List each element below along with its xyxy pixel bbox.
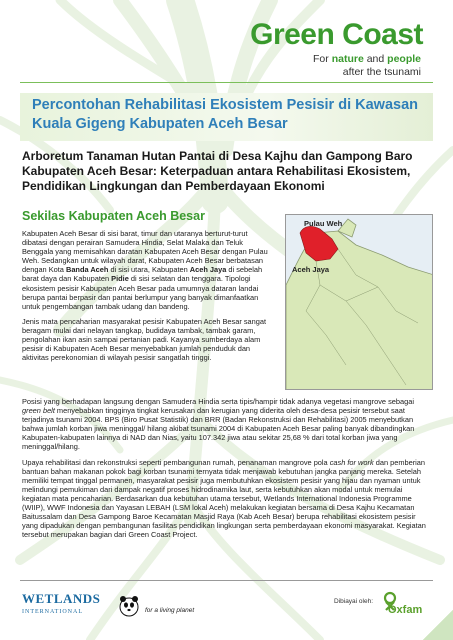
oxfam-wordmark: Oxfam — [388, 604, 423, 616]
p1-text-c: di sebelah barat daya dan Kabupaten — [22, 265, 263, 284]
paragraph-3 — [22, 397, 432, 452]
map-graphic — [286, 215, 433, 390]
tagline-people: people — [387, 53, 421, 65]
p1-text-a: Kabupaten Aceh Besar di sisi barat, timur dan utaranya berturut-turut dibatasi dengan perairan Samudera Hindia, Selat Malaka dan Teluk Benggala yang memisahkan daratan Kabupaten Aceh Besar dengan Pulau Weh. Sedangkan untuk wilayah darat, Kabupaten Aceh Besar berbatasan dengan Kota — [22, 229, 268, 275]
wwf-tagline: for a living planet — [145, 607, 195, 614]
tagline-for: For — [313, 53, 329, 65]
p3-green-belt: green belt — [22, 406, 55, 416]
tagline-line2: after the tsunami — [342, 66, 421, 78]
tagline-and: and — [366, 53, 385, 65]
map-label-pulau-weh: Pulau Weh — [304, 219, 343, 228]
p1-pidie: Pidie — [111, 274, 129, 284]
paragraph-4 — [22, 458, 432, 540]
wwf-panda-icon — [118, 593, 140, 617]
p3-text-a: Posisi yang berhadapan langsung dengan Samudera Hindia serta tipis/hampir tidak adanya vegetasi mangrove sebagai — [22, 397, 414, 406]
brand-tagline — [313, 53, 421, 79]
paragraph-1 — [22, 229, 274, 311]
p4-text-a: Upaya rehabilitasi dan rekonstruksi seperti pembangunan rumah, penanaman mangrove pola — [22, 457, 330, 467]
p3-text-b: menyebabkan tingginya tingkat kerusakan dan kerugian yang diderita oleh desa-desa pesisir tersebut saat terjadinya tsunami 2004. BPS (Biro Pusat Statistik) dan BRR (Badan Rekonstruksi dan Rehabilitasi) 2005 menyebutkan bahwa jumlah korban jiwa meninggal/ hilang akibat tsunami 2004 di Kabupaten Aceh Besar paling banyak dibandingkan Kabupaten-kabupaten lainnya di NAD dan Nias, yaitu 107.342 jiwa atau sekitar 25,68 % dari total korban jiwa yang meninggal/hilang. — [22, 406, 415, 452]
p4-text-b: dan pemberian bantuan bahan makanan pokok bagi korban tsunami ternyata tidak menjawab kebutuhan jangka panjang mereka. Setelah memiliki tempat tinggal permanen, masyarakat pesisir juga membutuhkan ekosistem pesisir yang hijau dan nyaman untuk melindungi pemukiman dari dampak negatif proses hidrodinamika laut, serta kebutuhkan akan modal untuk memulai kegiatan mata pencaharian. Berdasarkan dua kebutuhan utama tersebut, Wetlands International Indonesia Programme (WIIP), WWF Indonesia dan Yayasan LEBAH (LSM lokal Aceh) melakukan kegiatan bersama di Desa Kajhu Kecamatan Baitussalam dan Desa Gampong Baroe Kecamatan Masjid Raya (Kab Aceh Besar) berupa rehabilitasi ekosistem pesisir yang dipadukan dengan pembangunan fasilitas pendidikan lingkungan serta pemberdayaan ekonomi masyarakat. Kegiatan tersebut merupakan bagian dari Green Coast Project. — [22, 457, 426, 540]
wetlands-international-logo — [22, 590, 100, 615]
map-label-aceh-jaya: Aceh Jaya — [292, 265, 330, 274]
intro-column-text — [22, 229, 274, 368]
funded-by-label: Dibiayai oleh: — [334, 598, 374, 605]
wetlands-sub: INTERNATIONAL — [22, 609, 83, 615]
header-divider — [20, 82, 433, 83]
p4-cash-for-work: cash for work — [329, 457, 374, 467]
page-title: Percontohan Rehabilitasi Ekosistem Pesisir di Kawasan Kuala Gigeng Kabupaten Aceh Besar — [32, 97, 418, 132]
brand-title: Green Coast — [250, 18, 423, 51]
footer-divider — [20, 580, 433, 581]
p1-text-b: di sisi utara, Kabupaten — [108, 265, 190, 275]
paragraph-2: Jenis mata pencaharian masyarakat pesisir Kabupaten Aceh Besar sangat beragam mulai dari nelayan tangkap, budidaya tambak, tambak garam, pengolahan ikan asin sampai pertanian padi. Kayanya sumberdaya alam pesisir di Kabupaten Aceh Besar menyebabkan jumlah penduduk dan aktivitas perekonomian di wilayah pesisir sangatlah tinggi. — [22, 316, 267, 363]
section-heading: Sekilas Kabupaten Aceh Besar — [22, 209, 205, 223]
p1-aceh-jaya: Aceh Jaya — [189, 265, 227, 275]
tagline-nature: nature — [331, 53, 364, 65]
p1-text-d: di sisi selatan dan tenggara. Tipologi ekosistem pesisir Kabupaten Aceh Besar pada umumnya dataran landai berupa pantai berpasir dan pantai berlumpur yang banyak dimanfaatkan untuk pengembangan tambak udang dan bandeng. — [22, 274, 259, 311]
p1-banda-aceh: Banda Aceh — [65, 265, 109, 275]
aceh-besar-map — [285, 214, 433, 390]
document-subtitle: Arboretum Tanaman Hutan Pantai di Desa Kajhu dan Gampong Baro Kabupaten Aceh Besar: Keterpaduan antara Rehabilitasi Ekosistem, Pendidikan Lingkungan dan Pemberdayaan Ekonomi — [22, 149, 413, 193]
body-text — [22, 397, 432, 545]
wetlands-name: WETLANDS — [22, 591, 101, 606]
